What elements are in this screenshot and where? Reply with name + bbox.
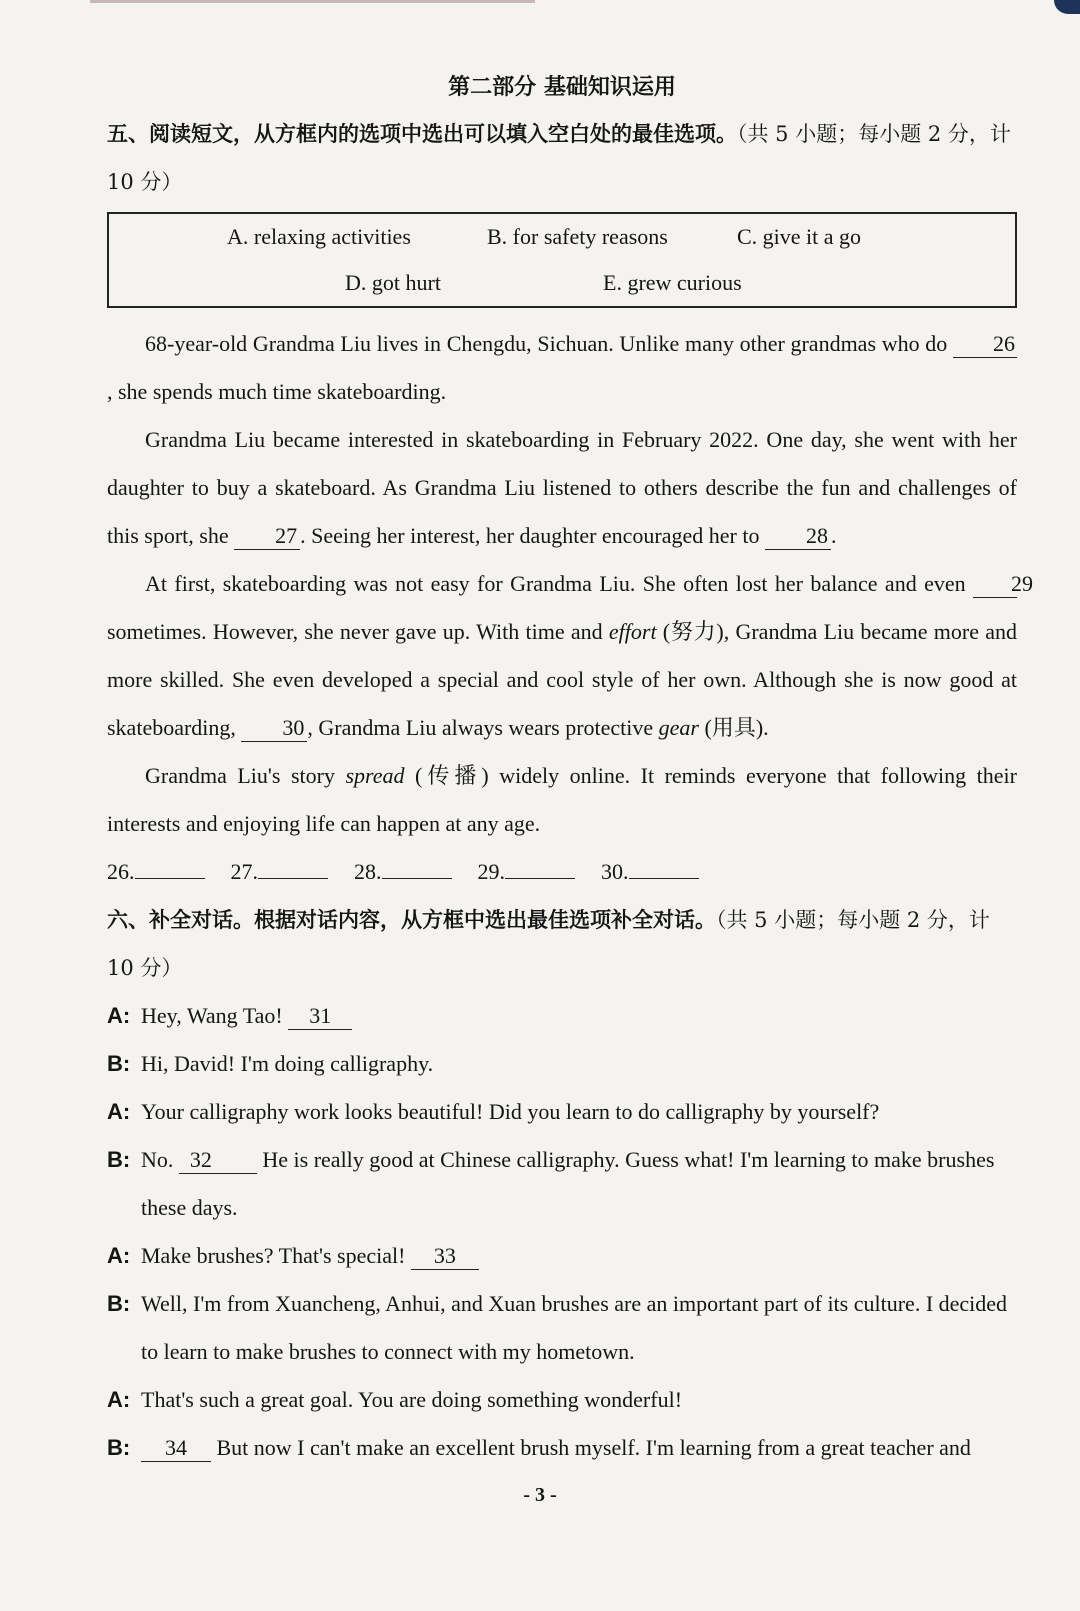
q5-instruction: 五、阅读短文，从方框内的选项中选出可以填入空白处的最佳选项。（共 5 小题；每小题 2 分，计 10 分） — [107, 121, 1011, 194]
blank-28[interactable]: 28 — [765, 523, 831, 550]
option-e: E. grew curious — [603, 270, 742, 295]
answer-27[interactable]: 27. — [231, 848, 329, 896]
passage-paragraph: Grandma Liu became interested in skateboarding in February 2022. One day, she went with her daughter to buy a skateboard. As Grandma Liu listened to others describe the fun and challenges of this sport, she 27 . Seeing her interest, her daughter encouraged her to 28 . — [107, 427, 1017, 548]
blank-32[interactable]: 32 — [179, 1147, 257, 1174]
corner-mark — [1054, 0, 1080, 14]
answer-28[interactable]: 28. — [354, 848, 452, 896]
top-edge-line — [90, 0, 535, 3]
dialogue-line: A: Your calligraphy work looks beautiful! Did you learn to do calligraphy by yourself? — [107, 1099, 880, 1124]
answer-29[interactable]: 29. — [478, 848, 576, 896]
dialogue-line: B: No. 32 He is really good at Chinese calligraphy. Guess what! I'm learning to make brushes these days. — [107, 1147, 995, 1220]
blank-33[interactable]: 33 — [411, 1243, 479, 1270]
passage-paragraph: At first, skateboarding was not easy for Grandma Liu. She often lost her balance and even 29 sometimes. However, she never gave up. With time and effort (努力), Grandma Liu became more and more skilled. She even developed a special and cool style of her own. Although she is now good at skateboarding, 30 , Grandma Liu always wears protective gear (用具). — [107, 571, 1033, 740]
answer-30[interactable]: 30. — [601, 848, 699, 896]
passage-paragraph: 68-year-old Grandma Liu lives in Chengdu, Sichuan. Unlike many other grandmas who do 26, she spends much time skateboarding. — [107, 331, 1015, 404]
blank-29[interactable]: 29 — [973, 571, 1017, 598]
dialogue-line: A: Make brushes? That's special! 33 — [107, 1232, 1017, 1280]
option-d: D. got hurt — [345, 270, 441, 295]
dialogue-line: B: Hi, David! I'm doing calligraphy. — [107, 1051, 434, 1076]
dialogue-line: B: 34 But now I can't make an excellent brush myself. I'm learning from a great teacher and — [107, 1435, 971, 1460]
option-c: C. give it a go — [737, 224, 862, 249]
section-title: 第二部分 基础知识运用 — [448, 75, 676, 100]
option-a: A. relaxing activities — [227, 224, 411, 249]
exam-page — [107, 70, 1033, 1472]
dialogue — [107, 992, 1017, 1472]
passage-paragraph: Grandma Liu's story spread (传播) widely online. It reminds everyone that following their interests and enjoying life can happen at any age. — [107, 763, 1017, 836]
q6-instruction: 六、补全对话。根据对话内容，从方框中选出最佳选项补全对话。（共 5 小题；每小题 2 分，计 10 分） — [107, 907, 990, 980]
blank-26[interactable]: 26 — [953, 331, 1017, 358]
blank-27[interactable]: 27 — [234, 523, 300, 550]
answer-lines — [107, 848, 1017, 896]
page-number: - 3 - — [523, 1484, 557, 1506]
dialogue-line: B: Well, I'm from Xuancheng, Anhui, and Xuan brushes are an important part of its culture. I decided to learn to make brushes to connect with my hometown. — [107, 1291, 1008, 1364]
dialogue-line: A: Hey, Wang Tao! 31 — [107, 992, 1017, 1040]
option-b: B. for safety reasons — [487, 224, 668, 249]
blank-30[interactable]: 30 — [241, 715, 307, 742]
blank-31[interactable]: 31 — [288, 1003, 352, 1030]
answer-26[interactable]: 26. — [107, 848, 205, 896]
dialogue-line: A: That's such a great goal. You are doing something wonderful! — [107, 1387, 683, 1412]
blank-34[interactable]: 34 — [141, 1435, 211, 1462]
options-box — [107, 212, 1017, 308]
